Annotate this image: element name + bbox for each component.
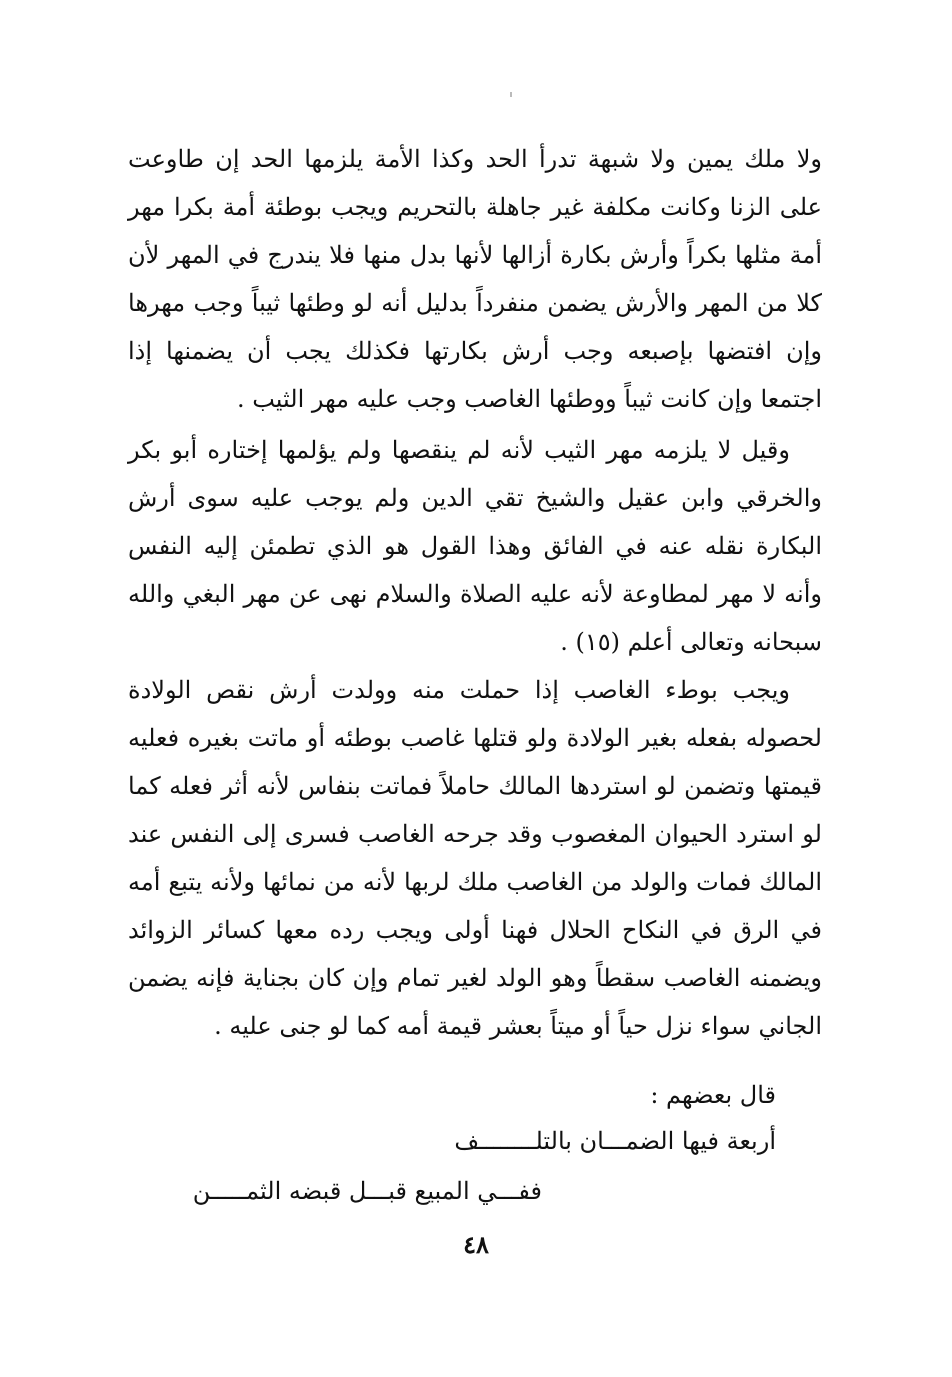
paragraph-1: ولا ملك يمين ولا شبهة تدرأ الحد وكذا الأمة يلزمها الحد إن طاوعت على الزنا وكانت مكلفة غير جاهلة بالتحريم ويجب بوطئة أمة بكرا مهر أمة مثلها بكراً وأرش بكارة أزالها لأنها بدل منها فلا يندرج في المهر لأن كلا من المهر والأرش يضمن منفرداً بدليل أنه لو وطئها ثيباً وجب مهرها وإن افتضها بإصبعه وجب أرش بكارتها فكذلك يجب أن يضمنها إذا اجتمعا وإن كانت ثيباً ووطئها الغاصب وجب عليه مهر الثيب . [128, 145, 822, 413]
scan-speck [510, 92, 512, 97]
paragraph-3: ويجب بوطء الغاصب إذا حملت منه وولدت أرش نقص الولادة لحصوله بفعله بغير الولادة ولو قتلها غاصب بوطئه أو ماتت بغيره فعليه قيمتها وتضمن لو استردها المالك حاملاً فماتت بنفاس لأنه أثر فعله كما لو استرد الحيوان المغصوب وقد جرحه الغاصب فسرى إلى النفس عند المالك فمات والولد من الغاصب ملك لربها لأنه من نمائها ولأنه يتبع أمه في الرق في النكاح الحلال فهنا أولى ويجب رده معها كسائر الزوائد ويضمنه الغاصب سقطاً وهو الولد لغير تمام وإن كان بجناية فإنه يضمن الجاني سواء نزل حياً أو ميتاً بعشر قيمة أمه كما لو جنى عليه . [128, 676, 822, 1040]
poem-intro: قال بعضهم : [650, 1081, 776, 1109]
paragraph-2: وقيل لا يلزمه مهر الثيب لأنه لم ينقصها ولم يؤلمها إختاره أبو بكر والخرقي وابن عقيل والشيخ تقي الدين ولم يوجب عليه سوى أرش البكارة نقله عنه في الفائق وهذا القول هو الذي تطمئن إليه النفس وأنه لا مهر لمطاوعة لأنه عليه الصلاة والسلام نهى عن مهر البغي والله سبحانه وتعالى أعلم (١٥) . [128, 436, 822, 656]
poem-line-2: ففـــي المبيع قبـــل قبضه الثمـــــن [192, 1177, 542, 1205]
page-number: ٤٨ [463, 1230, 489, 1259]
poem-line-1: أربعة فيها الضمـــان بالتلــــــــف [454, 1127, 776, 1155]
